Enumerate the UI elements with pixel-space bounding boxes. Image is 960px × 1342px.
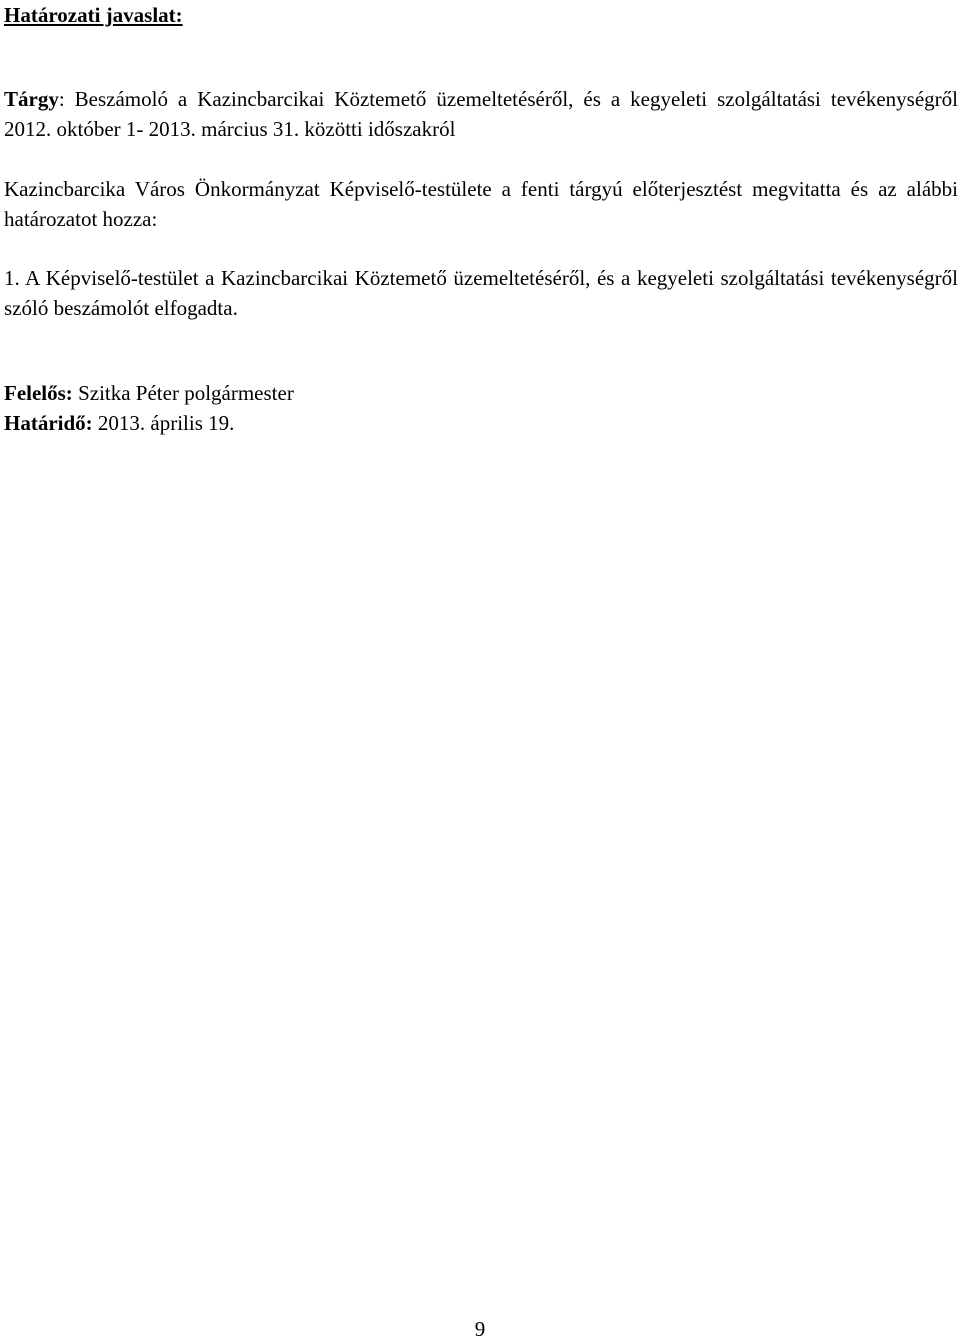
responsible-label: Felelős: bbox=[4, 381, 73, 405]
responsible-line bbox=[4, 378, 958, 408]
intro-paragraph: Kazincbarcika Város Önkormányzat Képviselő-testülete a fenti tárgyú előterjesztést megvitatta és az alábbi határozatot hozza: bbox=[4, 177, 958, 231]
subject-label: Tárgy bbox=[4, 87, 59, 111]
resolution-item: 1. A Képviselő-testület a Kazincbarcikai Köztemető üzemeltetéséről, és a kegyeleti szolgáltatási tevékenységről szóló beszámolót elfogadta. bbox=[4, 266, 958, 320]
subject-paragraph bbox=[4, 84, 958, 144]
page-number: 9 bbox=[474, 1317, 486, 1341]
subject-text: Beszámoló a Kazincbarcikai Köztemető üzemeltetéséről, és a kegyeleti szolgáltatási tevékenységről 2012. október 1- 2013. március 31. közötti időszakról bbox=[4, 87, 958, 141]
subject-separator: : bbox=[58, 87, 75, 111]
resolution-heading: Határozati javaslat: bbox=[4, 3, 183, 27]
responsible-value: Szitka Péter polgármester bbox=[72, 381, 294, 405]
deadline-line bbox=[4, 408, 958, 438]
deadline-value: 2013. április 19. bbox=[92, 411, 235, 435]
responsibility-block bbox=[4, 378, 958, 438]
deadline-label: Határidő: bbox=[4, 411, 93, 435]
